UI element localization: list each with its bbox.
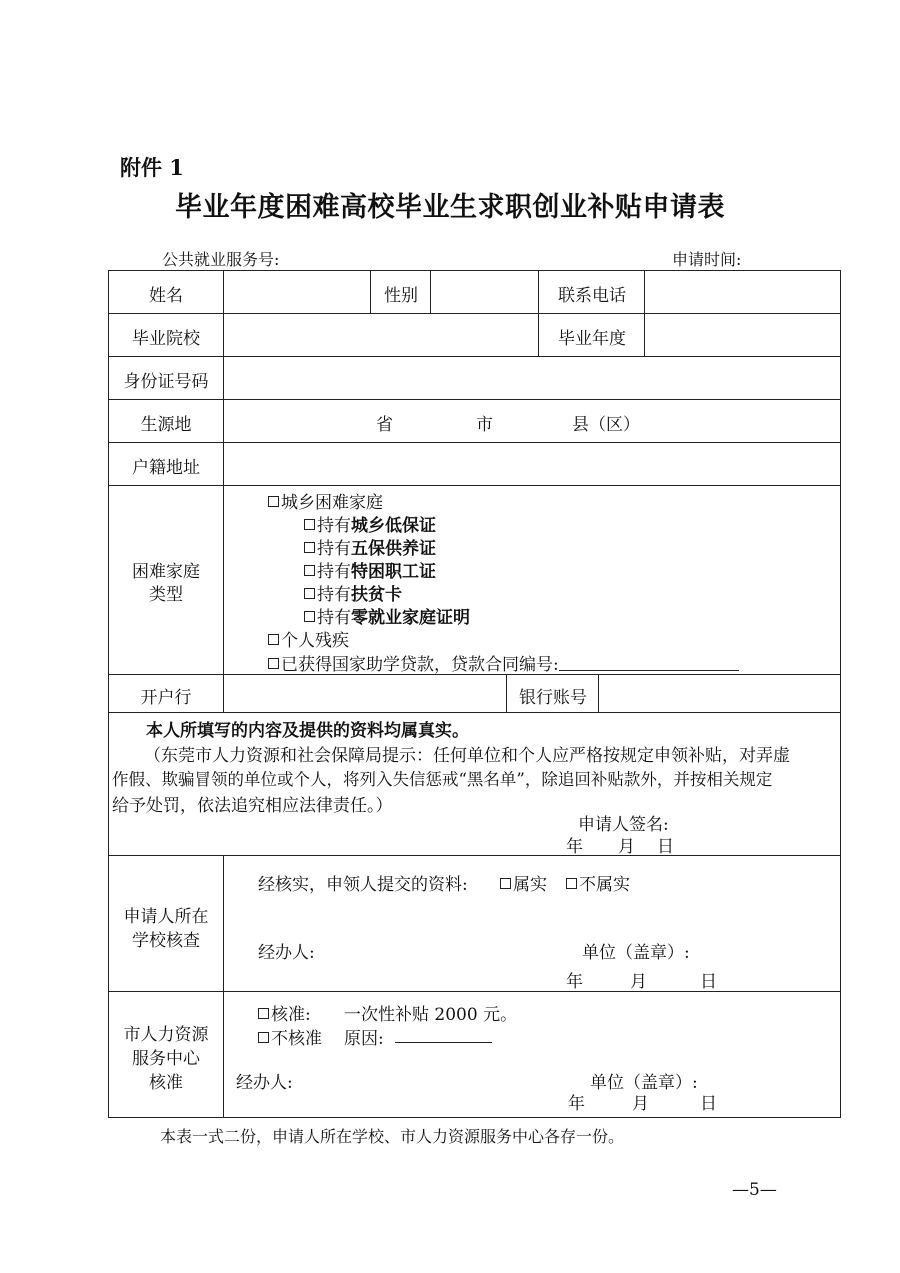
city-date-year: 年 [568, 1094, 585, 1114]
reason-label: 原因: [344, 1029, 384, 1049]
phone-label: 联系电话 [558, 286, 626, 306]
hardship-option[interactable] [304, 511, 436, 536]
hukou-address-field[interactable] [225, 444, 839, 484]
true-option-label: 属实 [513, 875, 547, 895]
urban-rural-option[interactable] [268, 488, 383, 513]
hardship-option[interactable] [304, 603, 470, 628]
approve-amount-text: 一次性补贴 2000 元。 [344, 1005, 518, 1025]
origin-province-label: 省 [376, 415, 393, 435]
truth-declaration: 本人所填写的内容及提供的资料均属真实。 [146, 721, 469, 741]
checkbox-icon[interactable] [258, 1032, 269, 1043]
option-label: 五保供养证 [351, 539, 436, 559]
disability-label: 个人残疾 [281, 631, 349, 651]
loan-contract-number-field[interactable] [559, 656, 739, 671]
student-loan-label: 已获得国家助学贷款，贷款合同编号: [281, 655, 559, 675]
city-check-label-line2: 服务中心 [132, 1049, 200, 1069]
option-label: 城乡低保证 [351, 516, 436, 536]
bank-label: 开户行 [140, 688, 192, 708]
date-day: 日 [657, 837, 674, 857]
bank-field[interactable] [225, 676, 505, 711]
city-date-month: 月 [632, 1094, 649, 1114]
origin-county-label: 县（区） [572, 415, 640, 435]
checkbox-icon[interactable] [566, 878, 577, 889]
table-border-bottom [108, 1117, 841, 1118]
city-check-label-line1: 市人力资源 [123, 1025, 209, 1045]
checkbox-icon[interactable] [258, 1008, 269, 1019]
false-option-label: 不属实 [579, 875, 630, 895]
reason-field[interactable] [395, 1026, 492, 1043]
verified-label: 经核实，申领人提交的资料: [258, 875, 468, 895]
warning-line-1: （东莞市人力资源和社会保障局提示：任何单位和个人应严格按规定申领补贴，对弄虚 [144, 746, 790, 766]
date-month: 月 [618, 837, 635, 857]
page-number: —5— [732, 1180, 777, 1200]
checkbox-icon[interactable] [304, 542, 315, 553]
attachment-label: 附件 1 [120, 155, 184, 180]
has-label: 持有 [317, 562, 351, 582]
city-check-label-line3: 核准 [149, 1073, 183, 1093]
checkbox-icon[interactable] [500, 878, 511, 889]
student-loan-option[interactable] [268, 650, 739, 675]
school-label: 毕业院校 [132, 329, 200, 349]
origin-city-label: 市 [476, 415, 493, 435]
row-divider [108, 712, 841, 713]
city-handler-label: 经办人: [236, 1073, 293, 1093]
name-label: 姓名 [149, 286, 183, 306]
hardship-option[interactable] [304, 580, 402, 605]
id-number-label: 身份证号码 [123, 372, 209, 392]
school-date-day: 日 [700, 972, 717, 992]
applicant-signature-label: 申请人签名: [578, 815, 669, 835]
school-handler-label: 经办人: [258, 943, 315, 963]
hardship-type-label-line1: 困难家庭 [132, 562, 200, 582]
checkbox-icon[interactable] [304, 565, 315, 576]
school-unit-seal-label: 单位（盖章）: [582, 943, 690, 963]
row-divider [108, 485, 841, 486]
hukou-address-label: 户籍地址 [132, 458, 200, 478]
school-check-label-line2: 学校核查 [132, 931, 200, 951]
option-label: 特困职工证 [351, 562, 436, 582]
has-label: 持有 [317, 539, 351, 559]
applicant-signature-field[interactable] [678, 808, 828, 830]
row-divider [108, 855, 841, 856]
has-label: 持有 [317, 585, 351, 605]
school-field[interactable] [225, 315, 537, 355]
service-number-label: 公共就业服务号: [162, 250, 280, 269]
reject-option[interactable] [258, 1024, 322, 1049]
phone-field[interactable] [646, 272, 839, 312]
approve-option[interactable] [258, 1000, 311, 1025]
graduation-year-label: 毕业年度 [558, 329, 626, 349]
true-option[interactable] [500, 870, 547, 895]
form-title: 毕业年度困难高校毕业生求职创业补贴申请表 [175, 192, 725, 223]
checkbox-icon[interactable] [304, 519, 315, 530]
table-border-right [840, 270, 841, 1118]
has-label: 持有 [317, 608, 351, 628]
application-form-table [108, 270, 841, 1118]
bank-account-label: 银行账号 [519, 688, 587, 708]
option-label: 扶贫卡 [351, 585, 402, 605]
false-option[interactable] [566, 870, 630, 895]
footer-note: 本表一式二份，申请人所在学校、市人力资源服务中心各存一份。 [160, 1127, 625, 1146]
row-divider [108, 399, 841, 400]
warning-line-3: 给予处罚，依法追究相应法律责任。） [112, 796, 393, 816]
graduation-year-field[interactable] [646, 315, 839, 355]
reject-label: 不核准 [271, 1029, 322, 1049]
checkbox-icon[interactable] [304, 588, 315, 599]
school-check-label-line1: 申请人所在 [123, 907, 209, 927]
gender-field[interactable] [432, 272, 537, 312]
approve-label: 核准: [271, 1005, 311, 1025]
origin-label: 生源地 [140, 415, 192, 435]
hardship-option[interactable] [304, 534, 436, 559]
option-label: 零就业家庭证明 [351, 608, 470, 628]
checkbox-icon[interactable] [268, 658, 279, 669]
row-divider [108, 991, 841, 992]
checkbox-icon[interactable] [268, 634, 279, 645]
has-label: 持有 [317, 516, 351, 536]
hardship-option[interactable] [304, 557, 436, 582]
date-year: 年 [566, 837, 583, 857]
bank-account-field[interactable] [600, 676, 839, 711]
id-number-field[interactable] [225, 358, 839, 398]
school-date-month: 月 [630, 972, 647, 992]
name-field[interactable] [225, 272, 369, 312]
apply-time-label: 申请时间: [672, 250, 742, 269]
city-unit-seal-label: 单位（盖章）: [590, 1073, 698, 1093]
school-date-year: 年 [566, 972, 583, 992]
urban-rural-label: 城乡困难家庭 [281, 493, 383, 513]
disability-option[interactable] [268, 626, 349, 651]
city-date-day: 日 [700, 1094, 717, 1114]
warning-line-2: 作假、欺骗冒领的单位或个人，将列入失信惩戒“黑名单”，除追回补贴款外，并按相关规定 [112, 770, 773, 789]
checkbox-icon[interactable] [268, 496, 279, 507]
gender-label: 性别 [384, 286, 418, 306]
checkbox-icon[interactable] [304, 611, 315, 622]
hardship-type-label-line2: 类型 [149, 585, 183, 605]
